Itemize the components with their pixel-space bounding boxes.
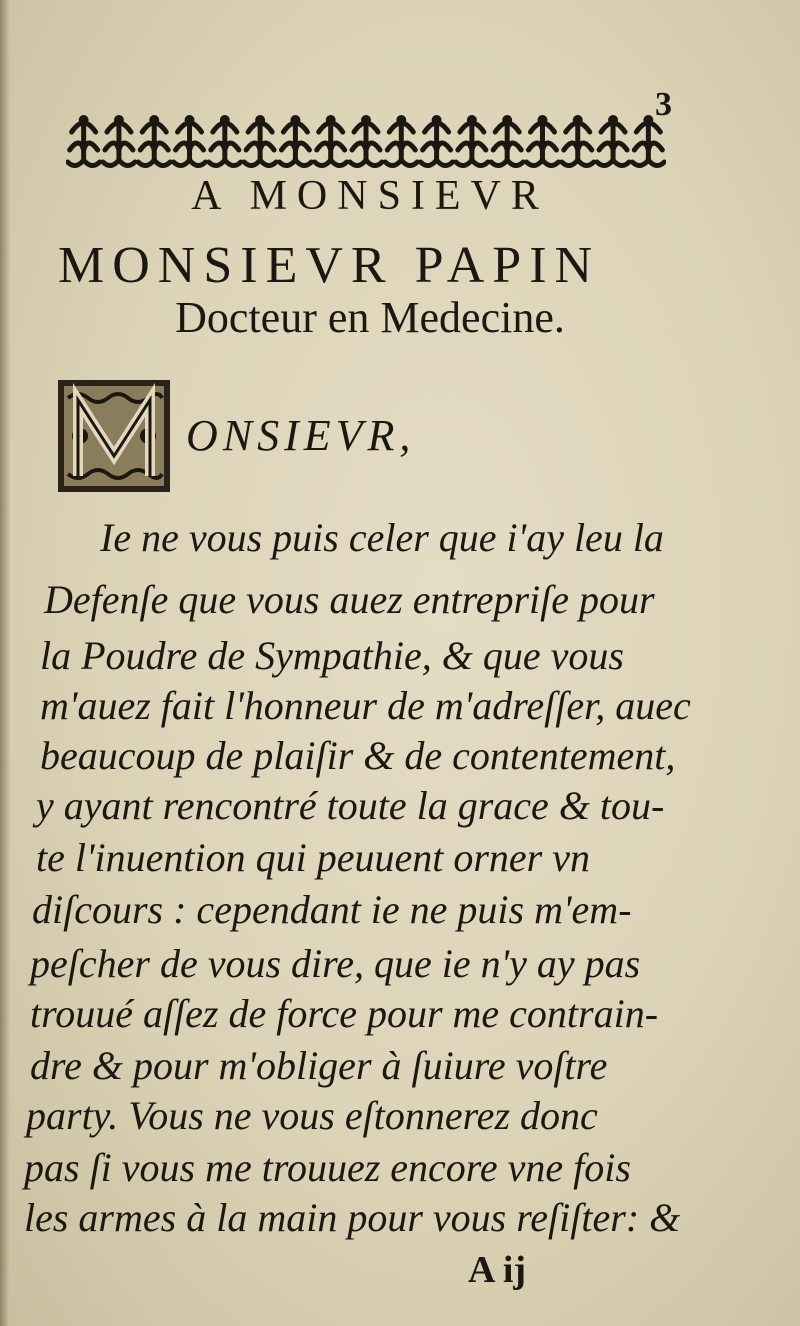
fleuron-icon (315, 115, 347, 166)
body-line: peſcher de vous dire, que ie n'y ay pas (30, 941, 641, 986)
fleuron-icon (103, 115, 135, 166)
signature-mark: A ij (468, 1249, 527, 1291)
fleuron-band-icon (66, 110, 666, 174)
body-line: party. Vous ne vous eſtonnerez donc (26, 1093, 598, 1138)
fleuron-icon (174, 115, 206, 166)
fleuron-icon (68, 115, 100, 166)
body-line: y ayant rencontré toute la grace & tou- (36, 783, 665, 828)
fleuron-icon (421, 115, 453, 166)
fleuron-icon (385, 115, 417, 166)
body-line: Defenſe que vous auez entrepriſe pour (44, 577, 655, 622)
body-line: la Poudre de Sympathie, & que vous (40, 633, 624, 678)
page-number: 3 (655, 86, 672, 123)
fleuron-icon (562, 115, 594, 166)
fleuron-icon (209, 115, 241, 166)
body-line: pas ſi vous me trouuez encore vne fois (24, 1145, 631, 1190)
heading-line-2: MONSIEVR PAPIN (58, 237, 601, 294)
fleuron-icon (597, 115, 629, 166)
decorated-initial-icon (56, 378, 172, 494)
fleuron-icon (526, 115, 558, 166)
heading-line-1: A MONSIEVR (191, 173, 549, 219)
fleuron-icon (279, 115, 311, 166)
fleuron-icon (491, 115, 523, 166)
body-line: dre & pour m'obliger à ſuiure voſtre (30, 1043, 608, 1088)
fleuron-icon (456, 115, 488, 166)
fleuron-icon (632, 115, 664, 166)
body-line: Ie ne vous puis celer que i'ay leu la (100, 515, 664, 560)
body-line: les armes à la main pour vous reſiſter: & (24, 1195, 681, 1240)
fleuron-icon (350, 115, 382, 166)
body-line: m'auez fait l'honneur de m'adreſſer, auec (40, 683, 691, 728)
fleuron-icon (138, 115, 170, 166)
body-line: beaucoup de plaiſir & de contentement, (40, 733, 676, 778)
salutation: ONSIEVR, (186, 411, 416, 460)
body-line: diſcours : cependant ie ne puis m'em- (32, 887, 632, 932)
fleuron-icon (244, 115, 276, 166)
body-line: te l'inuention qui peuuent orner vn (36, 835, 591, 880)
heading-line-3: Docteur en Medecine. (175, 293, 565, 342)
body-line: trouué aſſez de force pour me contrain- (30, 991, 659, 1036)
